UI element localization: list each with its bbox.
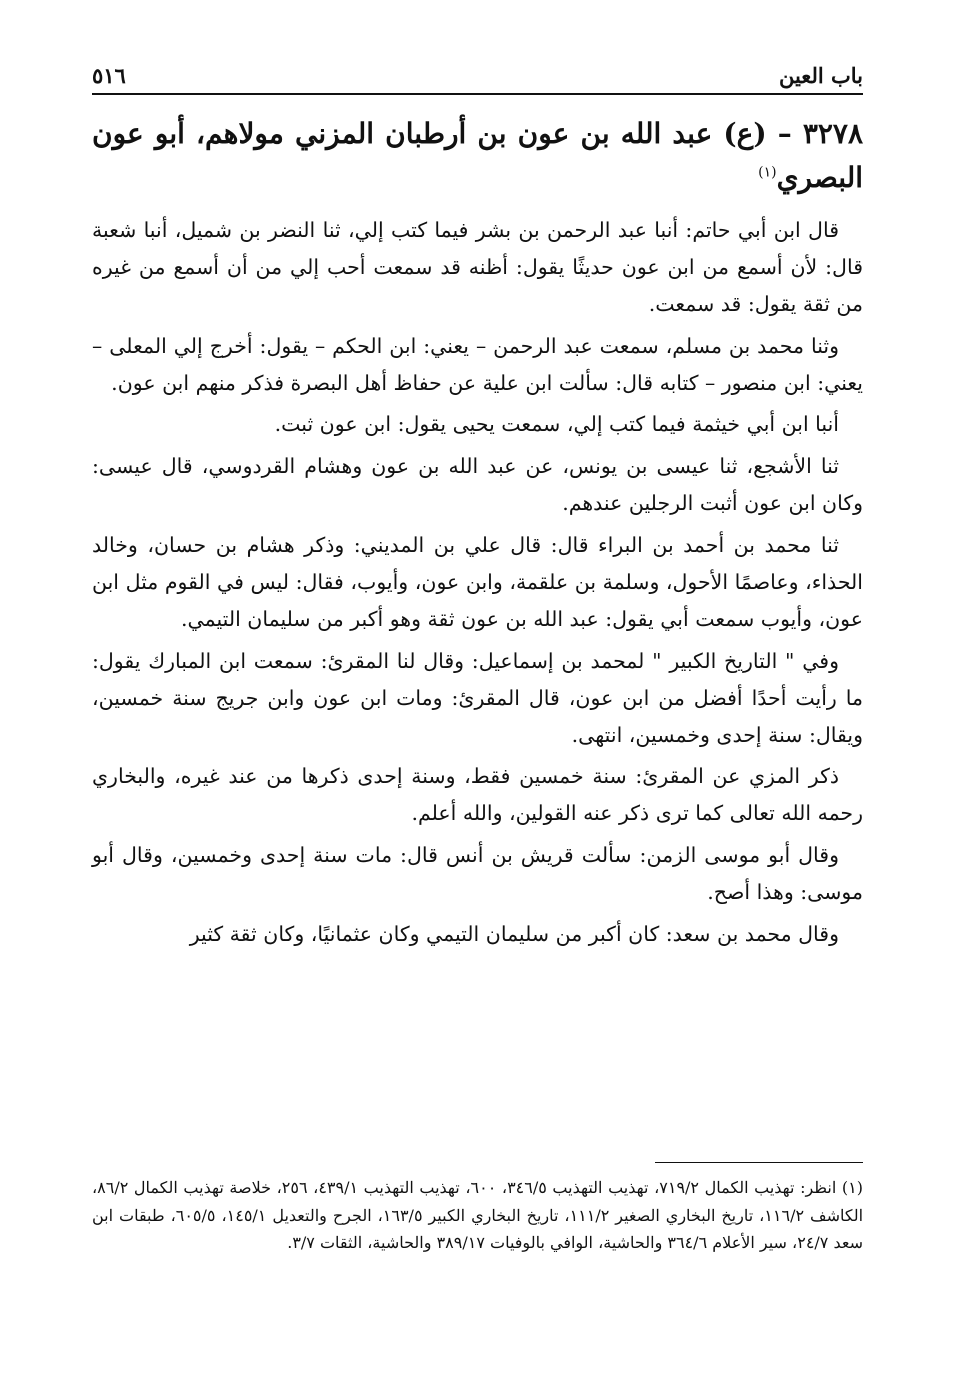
chapter-heading: باب العين — [778, 62, 863, 88]
header-divider — [92, 93, 863, 95]
paragraph: ذكر المزي عن المقرئ: سنة خمسين فقط، وسنة إحدى ذكرها من عند غيره، والبخاري رحمه الله تعالى كما ترى ذكر عنه القولين، والله أعلم. — [92, 764, 863, 826]
paragraph: ثنا الأشجع، ثنا عيسى بن يونس، عن عبد الله بن عون وهشام القردوسي، قال عيسى: وكان ابن عون أثبت الرجلين عندهم. — [92, 454, 863, 516]
paragraph: قال ابن أبي حاتم: أنبا عبد الرحمن بن بشر فيما كتب إلي، ثنا النضر بن شميل، أنبا شعبة قال: لأن أسمع من ابن عون حديثًا يقول: أظنه قد سمعت أحب إلي من أن أسمع من غيره من ثقة يقول: قد سمعت. — [92, 218, 863, 316]
footnote-reference: (١) — [758, 164, 777, 181]
paragraph: ثنا محمد بن أحمد بن البراء قال: قال علي بن المديني: وذكر هشام بن حسان، وخالد الحذاء، وعاصمًا الأحول، وسلمة بن علقمة، وابن عون، وأيوب، فقال: ليس في القوم مثل ابن عون، وأيوب سمعت أبي يقول: عبد الله بن عون ثقة وهو أكبر من سليمان التيمي. — [92, 533, 863, 631]
paragraph: أنبا ابن أبي خيثمة فيما كتب إلي، سمعت يحيى يقول: ابن عون ثبت. — [274, 412, 839, 437]
paragraph: وثنا محمد بن مسلم، سمعت عبد الرحمن – يعني: ابن الحكم – يقول: أخرج إلي المعلى – يعني: ابن منصور – كتابه قال: سألت ابن علية عن حفاظ أهل البصرة فذكر منهم ابن عون. — [92, 333, 863, 395]
body-text — [92, 212, 863, 958]
footnote-divider — [655, 1162, 863, 1163]
entry-title — [92, 112, 863, 200]
paragraph: وقال أبو موسى الزمن: سألت قريش بن أنس قال: مات سنة إحدى وخمسين، وقال أبو موسى: وهذا أصح. — [92, 843, 863, 905]
running-header — [92, 58, 863, 92]
entry-title-text: ٣٢٧٨ – (ع) عبد الله بن عون بن أرطبان المزني مولاهم، أبو عون البصري — [92, 117, 863, 195]
paragraph: وفي " التاريخ الكبير " لمحمد بن إسماعيل: وقال لنا المقرئ: سمعت ابن المبارك يقول: ما رأيت أحدًا أفضل من ابن عون، قال المقرئ: ومات ابن عون وابن جريج سنة خمسين، ويقال: سنة إحدى وخمسين، انتهى. — [92, 648, 863, 747]
page-number: ٥١٦ — [92, 62, 126, 88]
footnote: (١) انظر: تهذيب الكمال ٧١٩/٢، تهذيب التهذيب ٣٤٦/٥، ٦٠٠، تهذيب التهذيب ٤٣٩/١، ٢٥٦، خلاصة تهذيب الكمال ٨٦/٢، الكاشف ١١٦/٢، تاريخ البخاري الصغير ١١١/٢، تاريخ البخاري الكبير ١٦٣/٥، الجرح والتعديل ١٤٥/١، ٦٠٥/٥، طبقات ابن سعد ٢٤/٧، سير الأعلام ٣٦٤/٦ والحاشية، الوافي بالوفيات ٣٨٩/١٧ والحاشية، الثقات ٣/٧. — [92, 1178, 864, 1253]
paragraph: وقال محمد بن سعد: كان أكبر من سليمان التيمي وكان عثمانيًا، وكان ثقة كثير — [189, 922, 839, 947]
